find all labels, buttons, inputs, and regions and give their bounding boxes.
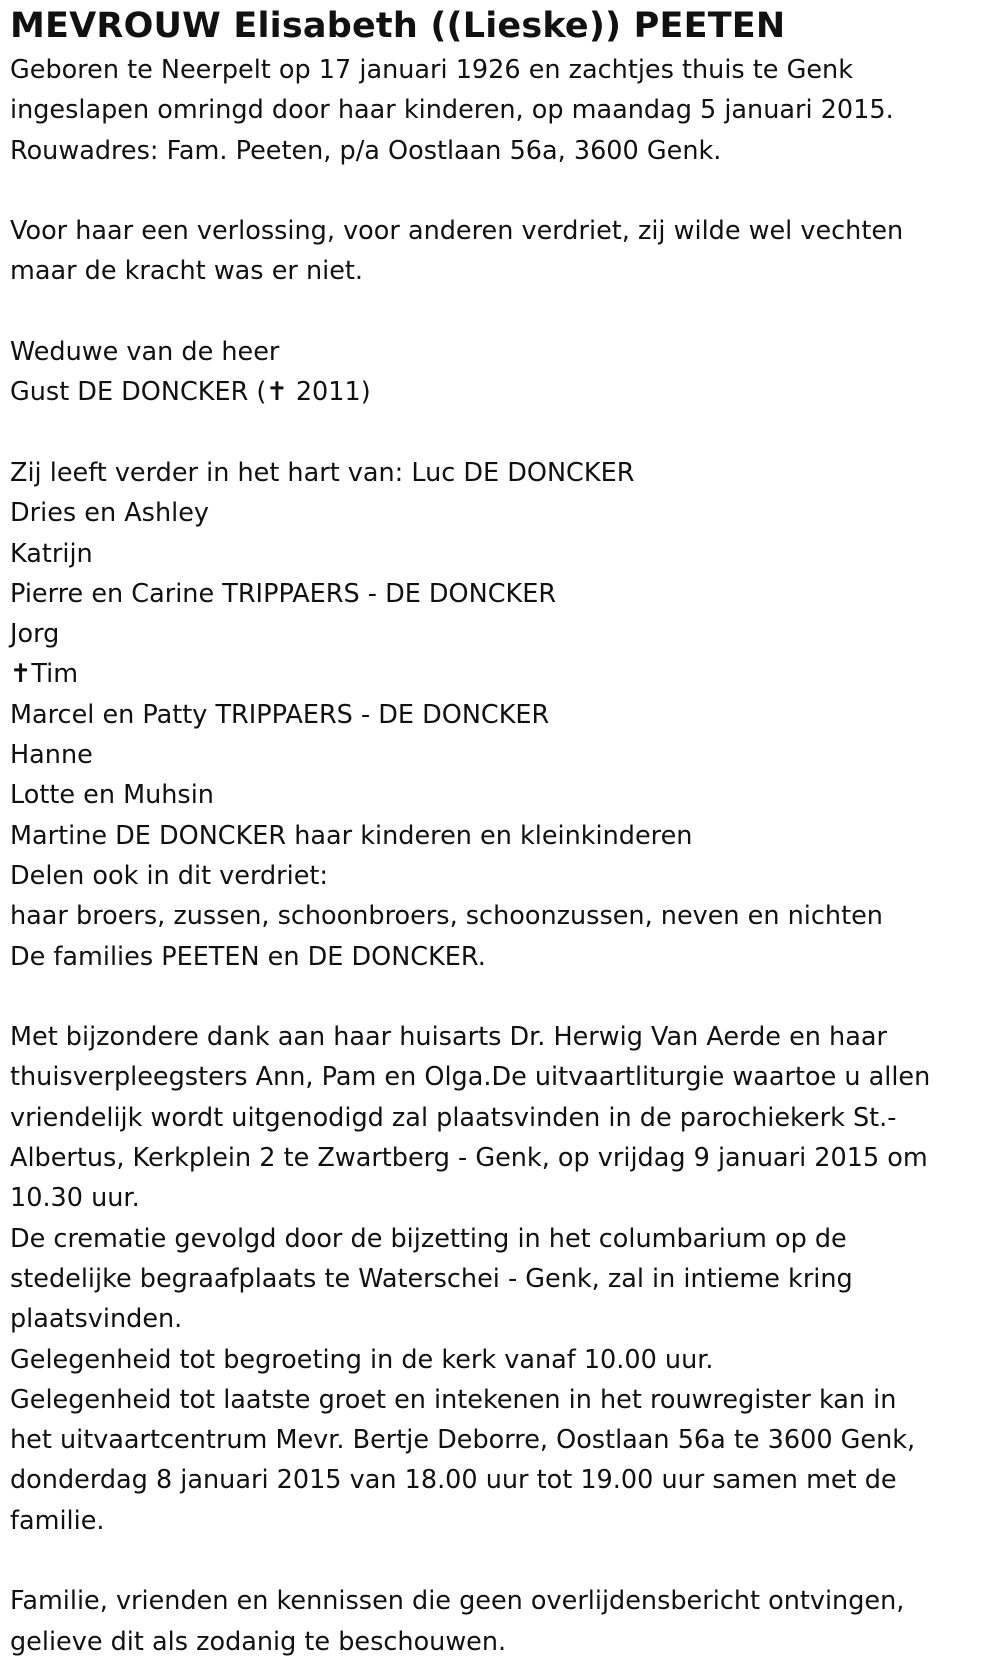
ceremony-line: familie. (10, 1505, 105, 1536)
family-line: Lotte en Muhsin (10, 780, 214, 811)
quote-line: Voor haar een verlossing, voor anderen verdriet, zij wilde wel vechten (10, 216, 904, 247)
ceremony-line: Gelegenheid tot begroeting in de kerk vanaf 10.00 uur. (10, 1344, 714, 1375)
paragraph-gap (10, 1541, 995, 1581)
family-line: Zij leeft verder in het hart van: Luc DE DONCKER (10, 457, 635, 488)
paragraph-gap (10, 413, 995, 453)
quote-line: maar de kracht was er niet. (10, 256, 364, 287)
ceremony-line: stedelijke begraafplaats te Waterschei - Genk, zal in intieme kring (10, 1263, 853, 1294)
closing-line: Familie, vrienden en kennissen die geen overlijdensbericht ontvingen, (10, 1586, 905, 1617)
obituary-title: MEVROUW Elisabeth ((Lieske)) PEETEN (10, 6, 786, 46)
family-line: Delen ook in dit verdriet: (10, 860, 329, 891)
widow-line: Gust DE DONCKER (✝ 2011) (10, 377, 371, 408)
paragraph-gap (10, 292, 995, 332)
family-line: Marcel en Patty TRIPPAERS - DE DONCKER (10, 699, 550, 730)
family-line: Dries en Ashley (10, 498, 209, 529)
ceremony-line: donderdag 8 januari 2015 van 18.00 uur tot 19.00 uur samen met de (10, 1465, 897, 1496)
ceremony-line: thuisverpleegsters Ann, Pam en Olga.De uitvaartliturgie waartoe u allen (10, 1062, 931, 1093)
family-line: ✝Tim (10, 659, 79, 690)
family-line: Hanne (10, 740, 93, 771)
widow-section (10, 332, 995, 413)
intro-section (10, 50, 995, 171)
ceremony-line: plaatsvinden. (10, 1304, 183, 1335)
family-section (10, 453, 995, 977)
intro-line: ingeslapen omringd door haar kinderen, op maandag 5 januari 2015. (10, 95, 894, 126)
widow-line: Weduwe van de heer (10, 337, 280, 368)
ceremony-line: het uitvaartcentrum Mevr. Bertje Deborre, Oostlaan 56a te 3600 Genk, (10, 1425, 916, 1456)
intro-line: Rouwadres: Fam. Peeten, p/a Oostlaan 56a, 3600 Genk. (10, 135, 722, 166)
ceremony-section (10, 1017, 995, 1541)
ceremony-line: Met bijzondere dank aan haar huisarts Dr. Herwig Van Aerde en haar (10, 1022, 887, 1053)
ceremony-line: De crematie gevolgd door de bijzetting in het columbarium op de (10, 1223, 847, 1254)
family-line: Jorg (10, 619, 60, 650)
closing-line: gelieve dit als zodanig te beschouwen. (10, 1626, 507, 1657)
ceremony-line: Albertus, Kerkplein 2 te Zwartberg - Genk, op vrijdag 9 januari 2015 om (10, 1143, 928, 1174)
family-line: Martine DE DONCKER haar kinderen en kleinkinderen (10, 820, 693, 851)
ceremony-line: 10.30 uur. (10, 1183, 140, 1214)
quote-section (10, 211, 995, 292)
ceremony-line: vriendelijk wordt uitgenodigd zal plaatsvinden in de parochiekerk St.- (10, 1102, 897, 1133)
family-line: haar broers, zussen, schoonbroers, schoonzussen, neven en nichten (10, 901, 883, 932)
family-line: De families PEETEN en DE DONCKER. (10, 941, 486, 972)
family-line: Pierre en Carine TRIPPAERS - DE DONCKER (10, 578, 557, 609)
obituary-document (10, 2, 995, 1662)
paragraph-gap (10, 977, 995, 1017)
family-line: Katrijn (10, 538, 93, 569)
intro-line: Geboren te Neerpelt op 17 januari 1926 en zachtjes thuis te Genk (10, 55, 853, 85)
closing-section (10, 1581, 995, 1662)
ceremony-line: Gelegenheid tot laatste groet en intekenen in het rouwregister kan in (10, 1384, 897, 1415)
paragraph-gap (10, 171, 995, 211)
